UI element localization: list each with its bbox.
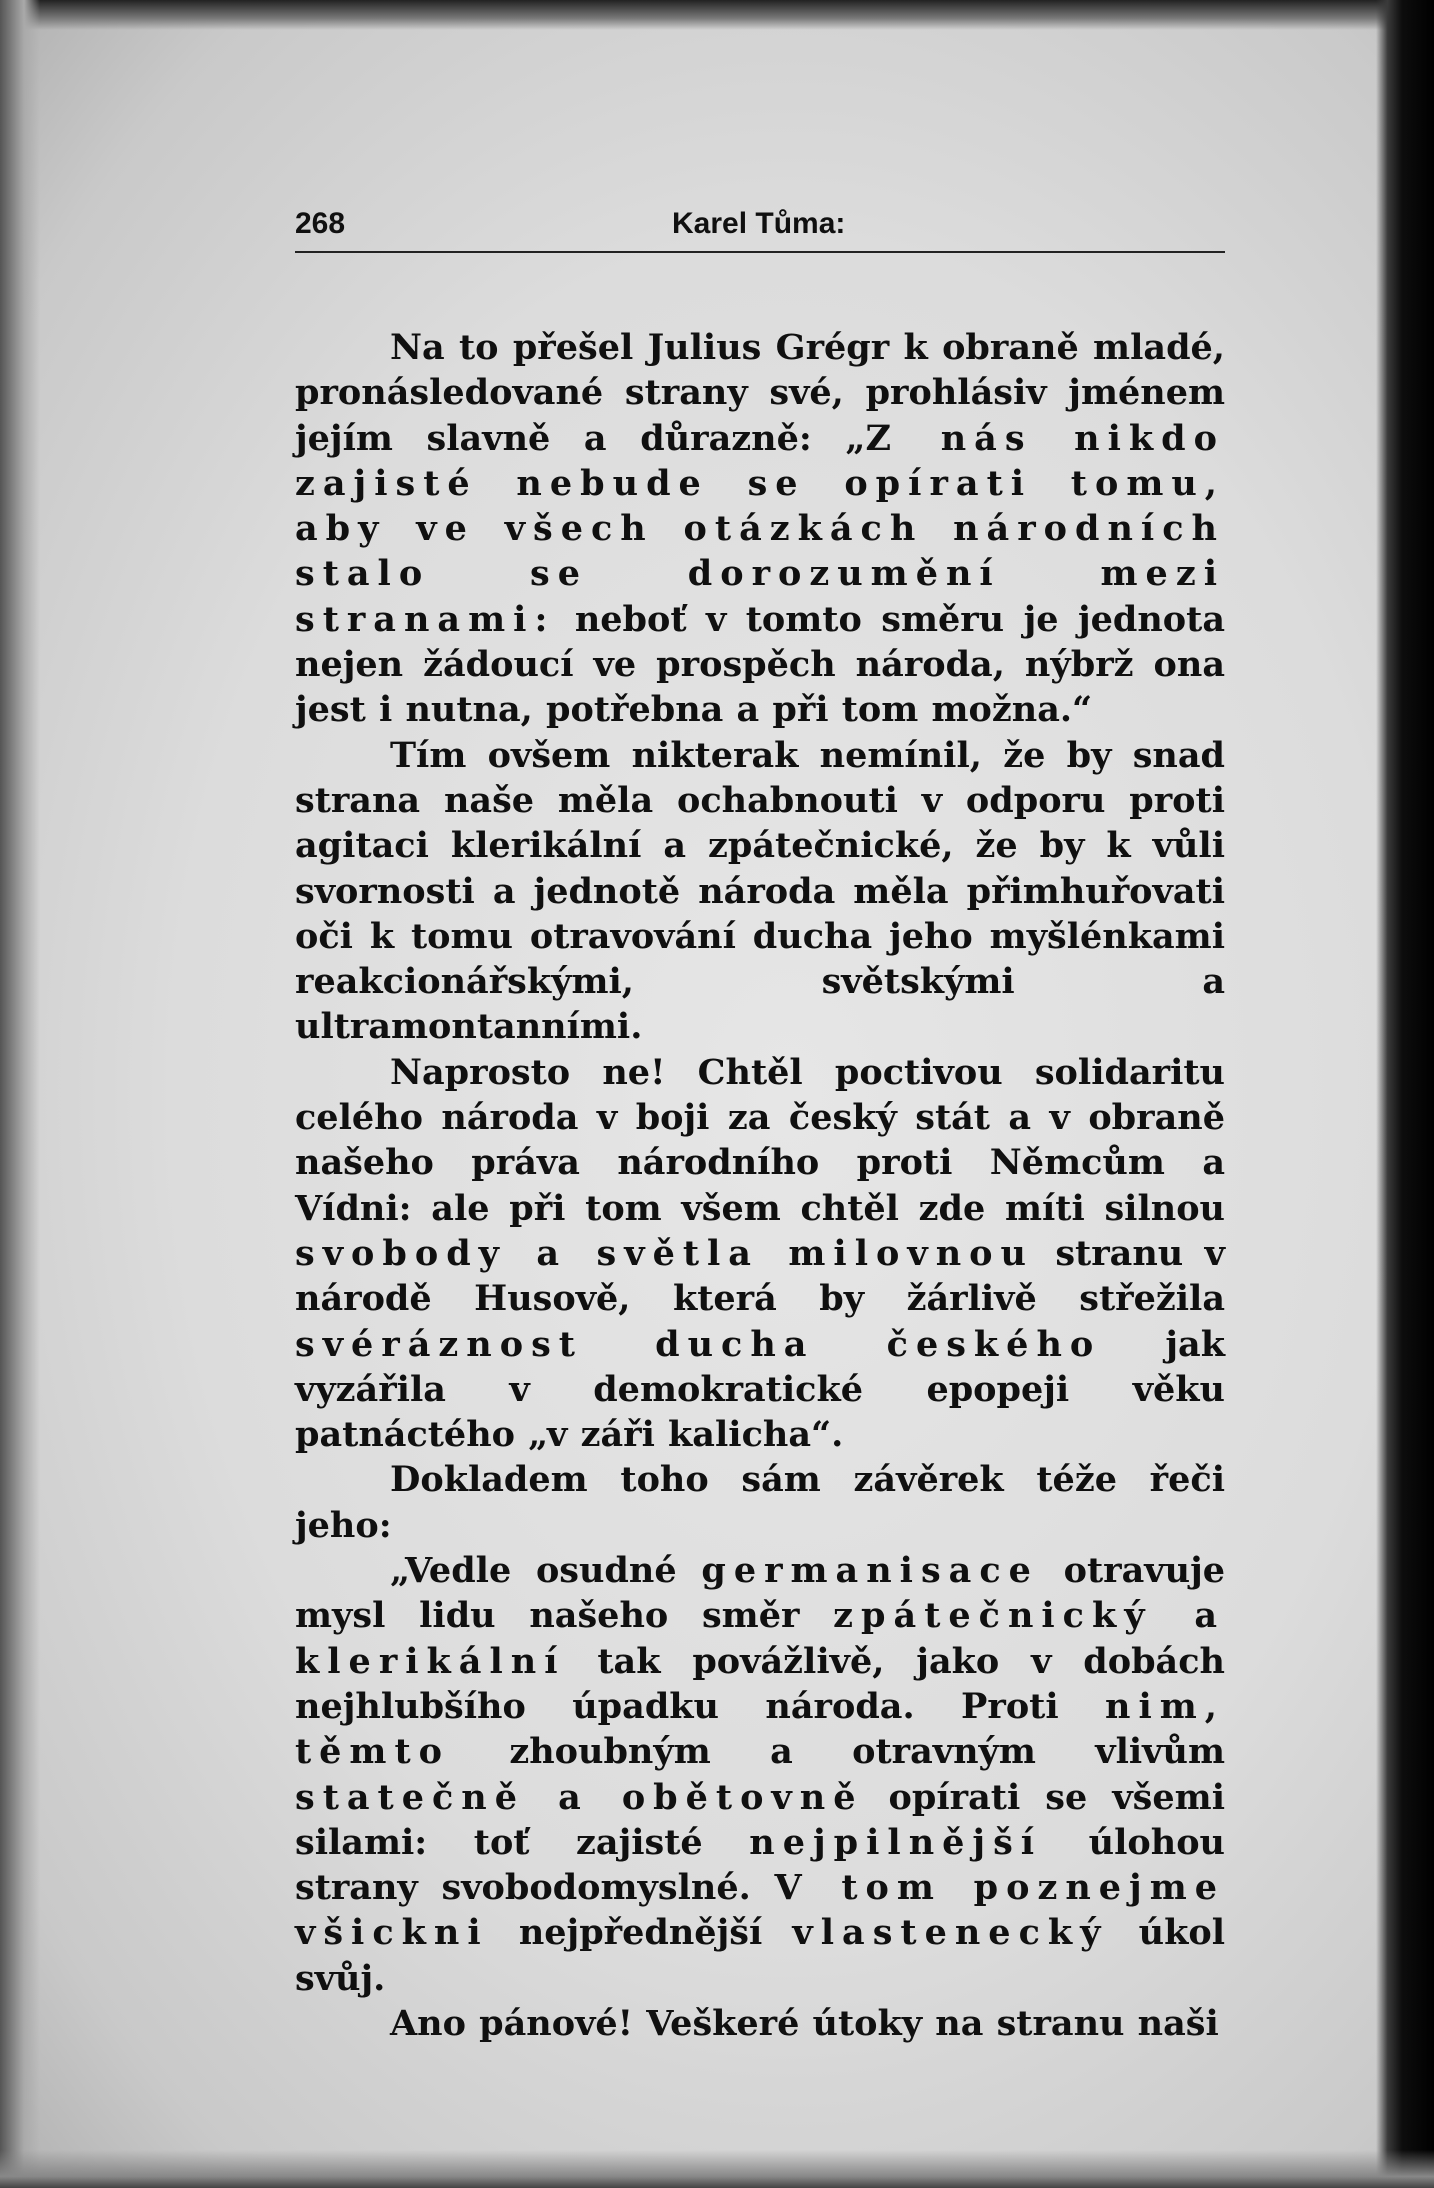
spaced-emphasis: svobody a světla milovnou xyxy=(295,1232,1034,1274)
text-run: tak povážlivě, jako v dobách nejhlubšího úpadku národa. Proti xyxy=(295,1640,1225,1727)
text-run: Naprosto ne! Chtěl poctivou solidaritu celého národa v boji za český stát a v obraně našeho práva národního proti Němcům a Vídni: ale při tom všem chtěl zde míti silnou xyxy=(295,1051,1225,1229)
text-run: Ano pánové! Veškeré útoky na stranu naši xyxy=(390,2002,1219,2044)
text-run: jak vyzářila v demokratické epopeji věku patnáctého „v záři kalicha“. xyxy=(295,1323,1225,1456)
quoted-paragraph xyxy=(295,1548,1225,2001)
spaced-emphasis: vlastenecký xyxy=(792,1912,1109,1954)
scan-shadow-left xyxy=(0,0,40,2188)
spaced-emphasis: germanisace xyxy=(701,1550,1039,1592)
text-run: úlohou strany svobodomyslné. xyxy=(295,1821,1225,1909)
paragraph xyxy=(295,1050,1225,1458)
text-run: Na to přešel Julius Grégr k obraně mladé, pronásledované strany své, prohlásiv jménem jejím slavně a důrazně: „ xyxy=(295,327,1225,459)
body-text xyxy=(295,325,1225,2046)
spaced-emphasis: statečně a obětovně xyxy=(295,1776,864,1818)
paragraph xyxy=(295,325,1225,733)
text-run: Tím ovšem nikterak nemínil, že by snad strana naše měla ochabnouti v odporu proti agitaci klerikální a zpátečnické, že by k vůli svornosti a jednotě národa měla přimhuřovati oči k tomu otravování ducha jeho myšlénkami reakcionářskými, světskými a ultramontanními. xyxy=(295,734,1225,1048)
running-title: Karel Tůma: xyxy=(672,207,846,240)
scan-shadow-bottom xyxy=(0,2150,1434,2188)
text-run: stranu v národě Husově, která by žárlivě střežila xyxy=(295,1232,1225,1320)
text-run: opírati se všemi silami: toť zajisté xyxy=(295,1776,1225,1863)
paragraph xyxy=(295,2001,1225,2046)
text-run: nejpřednější xyxy=(488,1912,793,1954)
text-run: zhoubným a otravným vlivům xyxy=(449,1731,1225,1773)
spaced-emphasis: zpátečnický a klerikální xyxy=(295,1595,1225,1682)
spaced-emphasis: V tom poznejme všickni xyxy=(295,1867,1225,1954)
paragraph xyxy=(295,1457,1225,1548)
page-number: 268 xyxy=(295,207,346,240)
text-run: Dokladem toho sám závěrek téže řeči jeho: xyxy=(295,1459,1225,1546)
spaced-emphasis: Z nás nikdo zajisté nebude se opírati tomu, aby ve všech otázkách národních stalo se dorozumění mezi stranami: xyxy=(295,417,1225,640)
text-run: otravuje mysl lidu našeho směr xyxy=(295,1550,1226,1637)
text-run: neboť v tomto směru je jednota nejen žádoucí ve prospěch národa, nýbrž ona jest i nutna, potřebna a při tom možna.“ xyxy=(295,598,1225,731)
scan-shadow-top xyxy=(0,0,1434,30)
text-run: „Vedle osudné xyxy=(390,1550,702,1592)
spaced-emphasis: nejpilnější xyxy=(749,1821,1043,1863)
text-run: úkol svůj. xyxy=(295,1912,1225,1999)
spaced-emphasis: svéráznost ducha českého xyxy=(295,1323,1102,1365)
book-spine-edge xyxy=(1376,0,1434,2188)
paragraph xyxy=(295,733,1225,1050)
running-header xyxy=(295,205,1225,253)
spaced-emphasis: nim, těmto xyxy=(295,1685,1225,1773)
page-content xyxy=(295,205,1225,2046)
